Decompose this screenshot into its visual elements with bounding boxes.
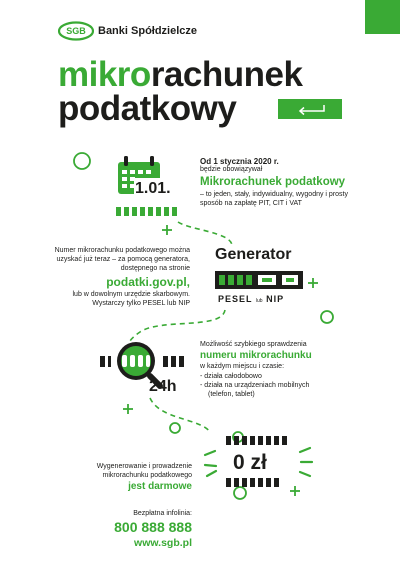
badge-24h: 24h <box>149 378 177 395</box>
circle-decoration <box>170 423 180 433</box>
dashed-connector <box>178 222 232 245</box>
title-word-mikro: mikro <box>58 55 151 94</box>
circle-decoration <box>321 311 333 323</box>
section4-text: Wygenerowanie i prowadzenie mikrorachunku podatkowego <box>96 463 192 479</box>
circle-decoration <box>234 487 246 499</box>
section3-highlight: numeru mikrorachunku <box>200 350 312 361</box>
pesel-label: PESEL <box>218 294 253 304</box>
lub-label: lub <box>255 298 263 304</box>
logo-text: SGB <box>66 26 86 37</box>
section2-text-continued: lub w dowolnym urzędzie skarbowym. Wystarczy tylko PESEL lub NIP <box>72 291 190 307</box>
section4-highlight: jest darmowe <box>128 481 192 492</box>
plus-icon <box>162 225 172 235</box>
section3-line2: w każdym miejscu i czasie: <box>200 363 285 370</box>
section1-date-heading: Od 1 stycznia 2020 r. <box>200 157 279 166</box>
hotline-phone[interactable]: 800 888 888 <box>114 519 192 535</box>
section2-text: Numer mikrorachunku podatkowego można uzyskać już teraz – za pomocą generatora, dostępnego na stronie <box>54 247 190 272</box>
nip-label: NIP <box>266 294 285 304</box>
list-item: (telefon, tablet) <box>208 391 255 398</box>
section1-highlight: Mikrorachunek podatkowy <box>200 176 346 188</box>
section3-line1: Możliwość szybkiego sprawdzenia <box>200 341 307 348</box>
plus-icon <box>123 404 133 414</box>
podatki-link[interactable]: podatki.gov.pl, <box>106 275 190 289</box>
website-link[interactable]: www.sgb.pl <box>134 537 192 549</box>
calendar-date-label: 1.01. <box>135 180 171 197</box>
title-word-rachunek: rachunek <box>150 55 303 94</box>
generator-title: Generator <box>215 246 292 263</box>
generator-graphic <box>215 271 303 289</box>
price-label: 0 zł <box>233 451 267 474</box>
section3-feature-list <box>200 372 309 399</box>
brand-name: Banki Spółdzielcze <box>98 25 198 37</box>
circle-decoration <box>74 153 90 169</box>
section1-description: – to jeden, stały, indywidualny, wygodny i prosty sposób na zapłatę PIT, CIT i VAT <box>200 191 348 207</box>
hotline-label: Bezpłatna infolinia: <box>133 510 192 517</box>
page-title-line2: podatkowy <box>58 89 237 128</box>
list-item: - działa na urządzeniach mobilnych <box>200 382 310 389</box>
plus-icon <box>290 486 300 496</box>
generator-pesel-nip <box>218 294 284 304</box>
list-item: - działa całodobowo <box>200 373 262 380</box>
section1-subline: będzie obowiązywał <box>200 166 263 173</box>
plus-icon <box>308 278 318 288</box>
